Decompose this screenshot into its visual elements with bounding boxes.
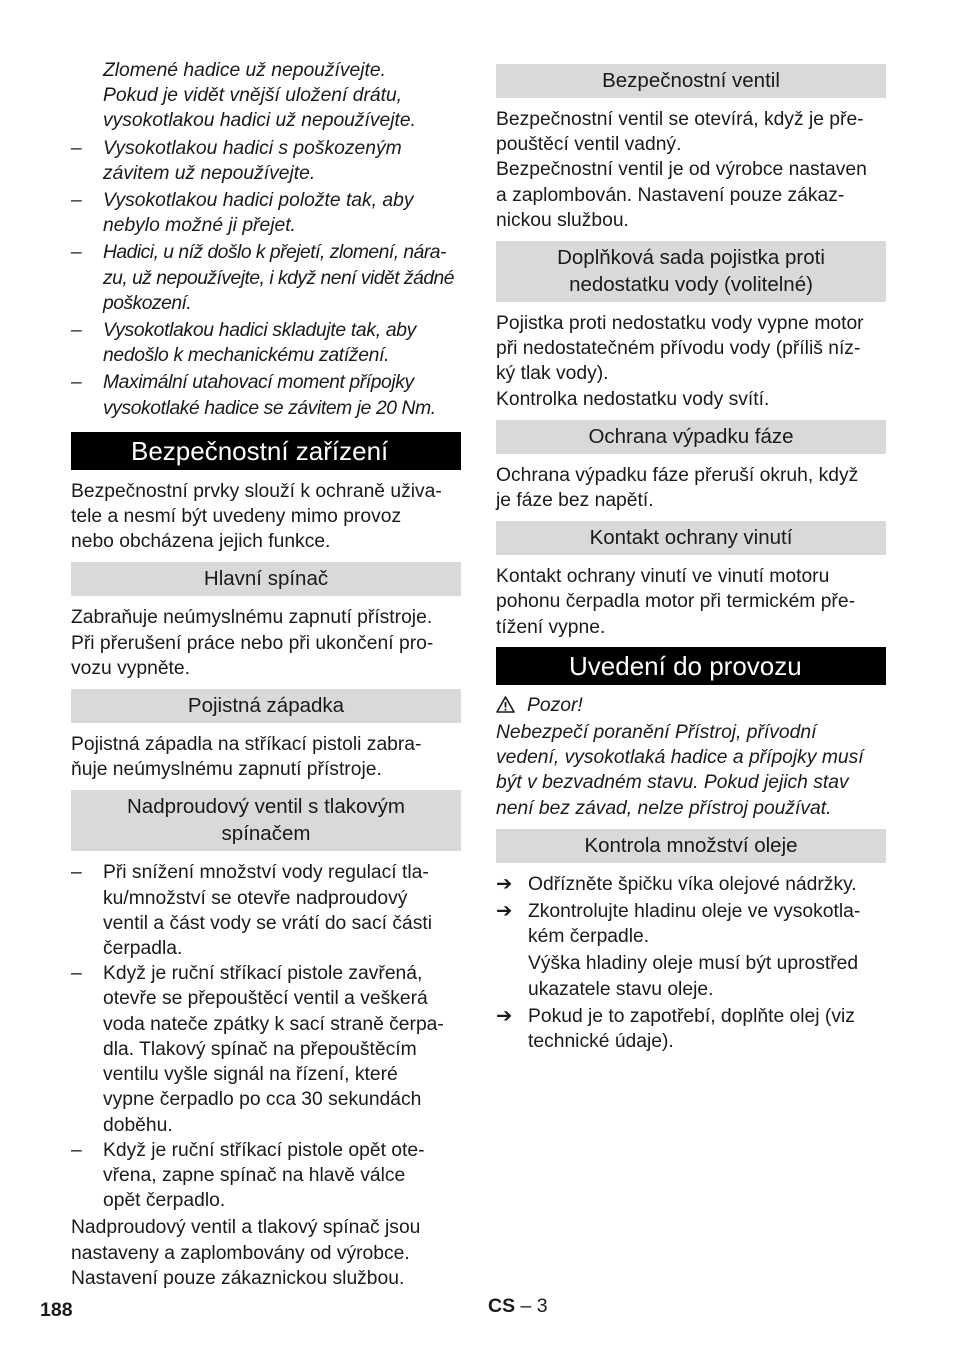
dash-bullet: – <box>71 242 82 264</box>
page-label <box>488 1294 548 1319</box>
list-item <box>71 370 461 420</box>
text-line: Pokud je vidět vnější uložení drátu, <box>103 85 403 107</box>
page-footer <box>40 1295 920 1324</box>
text-line: ventilu vyšle signál na řízení, které <box>103 1064 398 1086</box>
step-note <box>496 951 886 1001</box>
text-line: nebo obcházena jejich funkce. <box>71 531 331 553</box>
warning-label-row <box>496 693 886 720</box>
oil-steps <box>496 872 886 1054</box>
text-line: zu, už nepoužívejte, i když není vidět žádné <box>103 267 454 289</box>
text-line: ňuje neúmyslnému zapnutí přístroje. <box>71 759 382 781</box>
text-line: být v bezvadném stavu. Pokud jejich stav <box>496 772 849 794</box>
text-line: Bezpečnostní ventil je od výrobce nastaven <box>496 159 867 181</box>
text-line: kém čerpadle. <box>528 926 650 948</box>
heading-line: Doplňková sada pojistka proti <box>557 246 825 270</box>
subheading-overflow-valve <box>71 790 461 851</box>
phase-failure-paragraph <box>496 463 886 513</box>
step-item <box>496 899 886 949</box>
dash-bullet: – <box>71 137 82 159</box>
left-column <box>71 58 461 1291</box>
text-line: Pojistka proti nedostatku vody vypne motor <box>496 313 864 335</box>
text-line: ký tlak vody). <box>496 363 609 385</box>
page-suffix: – 3 <box>515 1295 548 1317</box>
section-heading-startup: Uvedení do provozu <box>496 647 886 685</box>
text-line: vřena, zapne spínač na hlavě válce <box>103 1164 406 1186</box>
text-line: Kontakt ochrany vinutí ve vinutí motoru <box>496 566 830 588</box>
text-line: vozu vypněte. <box>71 657 190 679</box>
step-item <box>496 1004 886 1054</box>
warning-triangle-icon <box>496 695 515 720</box>
text-line: doběhu. <box>103 1114 173 1136</box>
text-line: Nastavení pouze zákaznickou službou. <box>71 1267 405 1289</box>
winding-contact-paragraph <box>496 564 886 640</box>
overflow-paragraph <box>71 1215 461 1291</box>
arrow-icon: ➔ <box>496 873 513 895</box>
text-line: pouštěcí ventil vadný. <box>496 134 682 156</box>
text-line: při nedostatečném přívodu vody (příliš níz- <box>496 338 861 360</box>
text-line: nickou službou. <box>496 209 629 231</box>
text-line: Nebezpečí poranění Přístroj, přívodní <box>496 722 817 744</box>
arrow-icon: ➔ <box>496 1005 513 1027</box>
dash-bullet: – <box>71 372 82 394</box>
subheading-phase-failure: Ochrana výpadku fáze <box>496 420 886 454</box>
text-line: Při přerušení práce nebo při ukončení pro- <box>71 632 434 654</box>
text-line: Pojistná západla na stříkací pistoli zabra- <box>71 734 422 756</box>
text-line: Bezpečnostní prvky slouží k ochraně uživa- <box>71 480 442 502</box>
text-line: ukazatele stavu oleje. <box>528 978 714 1000</box>
text-line: Kontrolka nedostatku vody svítí. <box>496 388 770 410</box>
list-item <box>71 188 461 238</box>
text-line: a zaplombován. Nastavení pouze zákaz- <box>496 184 845 206</box>
text-line: Když je ruční stříkací pistole opět ote- <box>103 1139 425 1161</box>
list-item <box>71 136 461 186</box>
text-line: nedošlo k mechanickému zatížení. <box>103 345 390 367</box>
list-item <box>71 318 461 368</box>
dash-bullet: – <box>71 862 82 884</box>
text-line: dla. Tlakový spínač na přepouštěcím <box>103 1038 417 1060</box>
text-line: Výška hladiny oleje musí být uprostřed <box>528 953 859 975</box>
intro-paragraph <box>71 58 461 134</box>
list-item <box>71 860 461 961</box>
hose-list <box>71 136 461 421</box>
text-line: technické údaje). <box>528 1031 674 1053</box>
text-line: Bezpečnostní ventil se otevírá, když je pře- <box>496 109 864 130</box>
text-line: tížení vypne. <box>496 616 606 638</box>
subheading-water-shortage-kit <box>496 241 886 302</box>
text-line: Maximální utahovací moment přípojky <box>103 372 414 394</box>
water-shortage-paragraph <box>496 311 886 412</box>
step-item <box>496 872 886 897</box>
subheading-safety-valve: Bezpečnostní ventil <box>496 64 886 98</box>
arrow-icon: ➔ <box>496 901 513 923</box>
subheading-winding-contact: Kontakt ochrany vinutí <box>496 521 886 555</box>
dash-bullet: – <box>71 190 82 212</box>
dash-bullet: – <box>71 963 82 985</box>
text-line: nastaveny a zaplombovány od výrobce. <box>71 1242 410 1264</box>
heading-line: spínačem <box>221 822 311 846</box>
dash-bullet: – <box>71 320 82 342</box>
text-line: Zkontrolujte hladinu oleje ve vysokotla- <box>528 901 861 923</box>
text-line: Ochrana výpadku fáze přeruší okruh, když <box>496 464 859 486</box>
safety-paragraph <box>71 479 461 555</box>
page-number: 188 <box>40 1299 73 1321</box>
text-line: vedení, vysokotlaká hadice a přípojky musí <box>496 747 864 769</box>
text-line: otevře se přepouštěcí ventil a veškerá <box>103 988 428 1010</box>
text-line: ventil a část vody se vrátí do sací části <box>103 912 432 934</box>
text-line: opět čerpadlo. <box>103 1190 226 1212</box>
text-line: čerpadla. <box>103 938 183 960</box>
text-line: Odřízněte špičku víka olejové nádržky. <box>528 873 857 895</box>
subheading-oil-check: Kontrola množství oleje <box>496 829 886 863</box>
text-line: Nadproudový ventil a tlakový spínač jsou <box>71 1217 421 1239</box>
text-line: voda nateče zpátky k sací straně čerpa- <box>103 1013 444 1035</box>
text-line: Při snížení množství vody regulací tla- <box>103 862 429 884</box>
heading-line: Nadproudový ventil s tlakovým <box>126 795 405 819</box>
main-switch-paragraph <box>71 605 461 681</box>
list-item <box>71 961 461 1137</box>
language-code: CS <box>488 1295 516 1317</box>
text-line: Hadici, u níž došlo k přejetí, zlomení, nára- <box>103 242 446 264</box>
text-line: není bez závad, nelze přístroj používat. <box>496 797 832 819</box>
dash-bullet: – <box>71 1139 82 1161</box>
safety-valve-paragraph <box>496 107 886 233</box>
section-heading-safety: Bezpečnostní zařízení <box>71 432 461 470</box>
subheading-main-switch: Hlavní spínač <box>71 562 461 596</box>
list-item <box>71 240 461 316</box>
warning-label: Pozor! <box>527 694 583 716</box>
heading-line: nedostatku vody (volitelné) <box>569 273 813 297</box>
text-line: vysokotlaké hadice se závitem je 20 Nm. <box>103 397 436 419</box>
text-line: vypne čerpadlo po cca 30 sekundách <box>103 1089 422 1111</box>
text-line: je fáze bez napětí. <box>496 490 654 512</box>
text-line: vysokotlakou hadici už nepoužívejte. <box>103 110 416 132</box>
text-line: nebylo možné ji přejet. <box>103 215 296 237</box>
text-line: Zabraňuje neúmyslnému zapnutí přístroje. <box>71 607 433 629</box>
text-line: závitem už nepoužívejte. <box>103 162 316 184</box>
overflow-list <box>71 860 461 1213</box>
list-item <box>71 1138 461 1214</box>
text-line: Vysokotlakou hadici skladujte tak, aby <box>103 320 417 342</box>
subheading-safety-catch: Pojistná západka <box>71 689 461 723</box>
warning-paragraph <box>496 720 886 821</box>
text-line: poškození. <box>103 292 192 314</box>
text-line: pohonu čerpadla motor při termickém pře- <box>496 591 856 613</box>
text-line: Zlomené hadice už nepoužívejte. <box>103 60 386 81</box>
text-line: Vysokotlakou hadici položte tak, aby <box>103 190 414 212</box>
text-line: Vysokotlakou hadici s poškozeným <box>103 137 402 159</box>
text-line: Když je ruční stříkací pistole zavřená, <box>103 963 423 985</box>
safety-catch-paragraph <box>71 732 461 782</box>
text-line: ku/množství se otevře nadproudový <box>103 887 408 909</box>
text-line: tele a nesmí být uvedeny mimo provoz <box>71 506 402 528</box>
right-column <box>496 64 886 1054</box>
text-line: Pokud je to zapotřebí, doplňte olej (viz <box>528 1005 855 1027</box>
